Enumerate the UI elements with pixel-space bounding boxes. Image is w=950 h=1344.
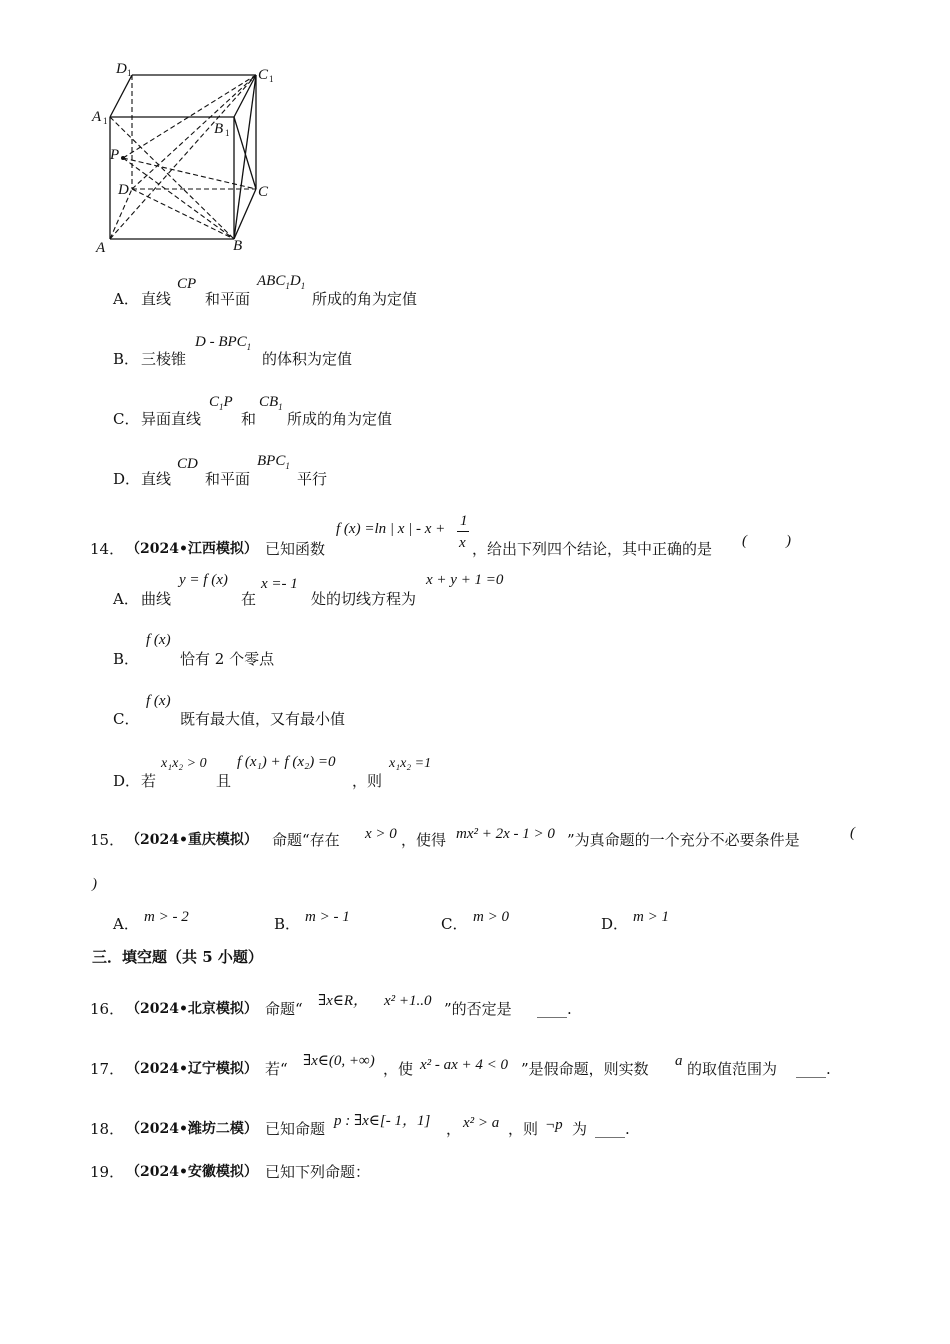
option-letter: A．: [113, 590, 139, 608]
option-letter: D．: [113, 772, 141, 790]
math-expr: x + y + 1 =0: [426, 572, 504, 588]
question-text: ，则: [508, 1120, 539, 1138]
math-expr: CD: [177, 456, 198, 472]
math-expr: x² > a: [463, 1115, 500, 1131]
question-text: 若“: [265, 1060, 288, 1078]
math-expr: x² - ax + 4 < 0: [420, 1057, 509, 1073]
math-expr: ¬p: [545, 1117, 563, 1133]
question-number: 17．: [90, 1060, 125, 1078]
option-text: 直线: [141, 290, 172, 308]
label-c: C: [258, 184, 269, 200]
question-number: 14．: [90, 540, 125, 558]
answer-paren-open: (: [742, 533, 747, 549]
question-text: 命题“存在: [272, 831, 340, 849]
option-text: 处的切线方程为: [311, 590, 417, 608]
answer-paren-close: ): [786, 533, 791, 549]
question-text: ，使得: [401, 831, 447, 849]
option-text: 所成的角为定值: [287, 410, 393, 428]
label-b: B: [233, 238, 243, 254]
question-text: ，: [446, 1120, 462, 1138]
math-expr: ∃x∈R，: [318, 993, 369, 1009]
option-letter: B．: [113, 650, 140, 668]
math-expr: f (x) =ln | x | - x +: [336, 521, 446, 537]
math-expr: ∃x∈(0, +∞): [303, 1053, 375, 1069]
option-letter: B．: [113, 350, 140, 368]
math-expr: x =- 1: [261, 576, 298, 592]
label-c1: C: [258, 67, 269, 83]
option-text: 异面直线: [141, 410, 202, 428]
cube-figure: [90, 55, 290, 265]
math-expr: p : ∃x∈[- 1，1]: [334, 1113, 431, 1129]
option-text: 三棱锥: [141, 350, 187, 368]
label-d1-sub: 1: [127, 68, 132, 78]
option-text: 平行: [297, 470, 328, 488]
math-expr: x₁x₂ =1: [389, 756, 432, 771]
math-frac-den: x: [459, 535, 466, 551]
math-expr: $ABC_1D_1$: [257, 273, 306, 291]
question-number: 18．: [90, 1120, 125, 1138]
question-source: （2024•北京模拟）: [126, 1001, 258, 1017]
option-letter: A．: [113, 915, 139, 933]
math-frac-num: 1: [460, 513, 468, 529]
label-a1-sub: 1: [103, 116, 108, 126]
label-b1: B: [214, 121, 224, 137]
math-expr: f (x): [146, 693, 171, 709]
option-text: 的体积为定值: [262, 350, 353, 368]
option-text: 直线: [141, 470, 172, 488]
label-b1-sub: 1: [225, 128, 230, 138]
answer-blank[interactable]: ____.: [537, 1000, 572, 1018]
answer-blank[interactable]: ____.: [595, 1120, 630, 1138]
option-text: 若: [141, 772, 157, 790]
option-letter: C．: [113, 410, 140, 428]
math-expr: x₁x₂ > 0: [161, 756, 207, 771]
fraction-bar: [457, 531, 469, 532]
question-number: 19．: [90, 1163, 125, 1181]
option-letter: C．: [441, 915, 468, 933]
math-expr: m > - 1: [305, 909, 350, 925]
question-text: ”是假命题，则实数: [521, 1060, 649, 1078]
question-source: （2024•安徽模拟）: [126, 1164, 258, 1180]
question-text: ”的否定是: [444, 1000, 512, 1018]
math-expr: CP: [177, 276, 197, 292]
math-expr: f (x₁) + f (x₂) =0: [237, 754, 336, 770]
question-source: （2024•潍坊二模）: [126, 1121, 258, 1137]
option-letter: C．: [113, 710, 140, 728]
question-text: 命题“: [265, 1000, 303, 1018]
question-source: （2024•辽宁模拟）: [126, 1061, 258, 1077]
math-expr: y = f (x): [179, 572, 228, 588]
label-d1: D: [116, 61, 127, 77]
option-letter: A．: [113, 290, 139, 308]
math-expr: D - $BPC_1$: [195, 334, 252, 352]
label-a1: A: [92, 109, 102, 125]
option-text: 所成的角为定值: [312, 290, 418, 308]
question-text: 已知函数: [265, 540, 326, 558]
section-title: 三．填空题（共 5 小题）: [92, 948, 263, 966]
question-text: 为: [572, 1120, 588, 1138]
answer-paren-close: ): [92, 876, 97, 892]
math-expr: f (x): [146, 632, 171, 648]
option-text: 恰有 2 个零点: [180, 650, 275, 668]
math-expr: x² +1..0: [384, 993, 432, 1009]
math-expr: m > 0: [473, 909, 509, 925]
option-letter: D．: [601, 915, 629, 933]
answer-blank[interactable]: ____.: [796, 1060, 831, 1078]
answer-paren-open: (: [850, 825, 855, 841]
math-expr: mx² + 2x - 1 > 0: [456, 826, 555, 842]
question-source: （2024•江西模拟）: [126, 541, 258, 557]
option-text: 既有最大值，又有最小值: [180, 710, 346, 728]
question-number: 15．: [90, 831, 125, 849]
question-text: ，使: [383, 1060, 414, 1078]
math-expr: x > 0: [365, 826, 397, 842]
math-expr: a: [675, 1053, 683, 1069]
question-text: 已知下列命题：: [265, 1163, 371, 1181]
question-text: 已知命题: [265, 1120, 326, 1138]
label-c1-sub: 1: [269, 74, 274, 84]
math-expr: $BPC_1$: [257, 453, 290, 471]
math-expr: $CB_1$: [259, 394, 283, 412]
math-expr: m > 1: [633, 909, 669, 925]
option-text: 在: [241, 590, 257, 608]
option-text: 和平面: [205, 290, 251, 308]
label-a: A: [96, 240, 106, 256]
question-text: 的取值范围为: [687, 1060, 778, 1078]
question-text: ”为真命题的一个充分不必要条件是: [567, 831, 800, 849]
option-letter: D．: [113, 470, 141, 488]
option-text: ，则: [352, 772, 383, 790]
option-text: 曲线: [141, 590, 172, 608]
option-text: 和平面: [205, 470, 251, 488]
option-letter: B．: [274, 915, 301, 933]
math-expr: $C_1P$: [209, 394, 233, 412]
point-p: [121, 156, 125, 160]
question-source: （2024•重庆模拟）: [126, 832, 258, 848]
label-p: P: [110, 147, 120, 163]
option-text: 和: [241, 410, 257, 428]
math-expr: m > - 2: [144, 909, 189, 925]
option-text: 且: [216, 772, 232, 790]
question-number: 16．: [90, 1000, 125, 1018]
question-text: ，给出下列四个结论，其中正确的是: [472, 540, 713, 558]
label-d: D: [118, 182, 129, 198]
